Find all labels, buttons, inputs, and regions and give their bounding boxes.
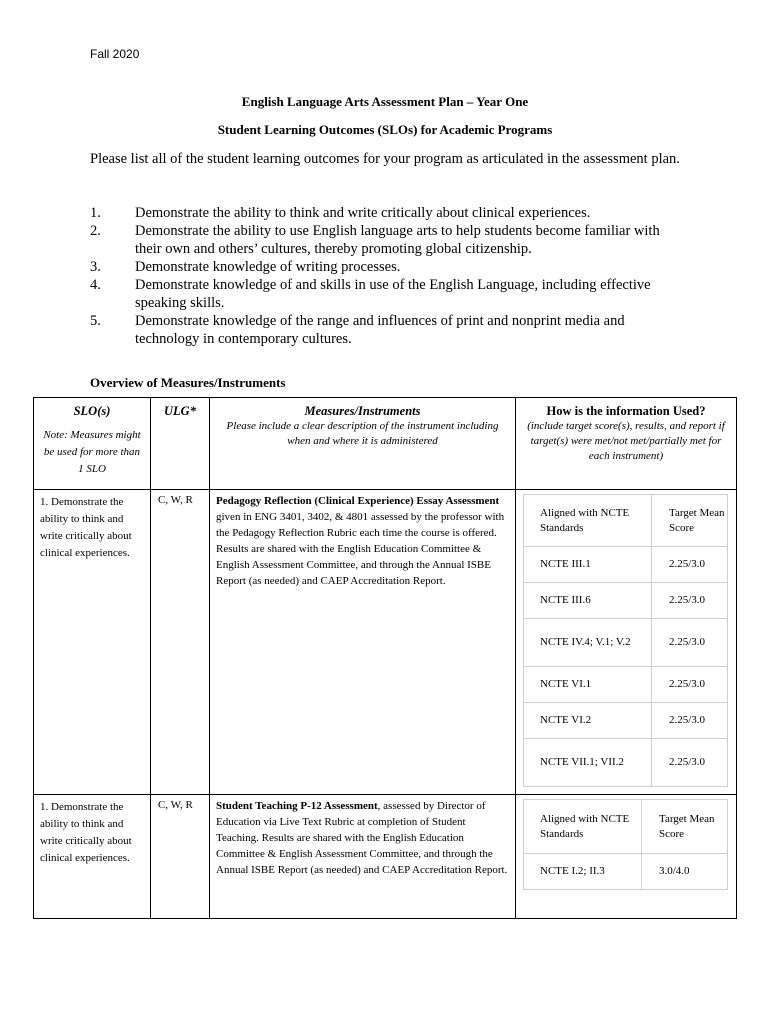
- score-cell: 2.25/3.0: [652, 583, 728, 619]
- score-cell: 2.25/3.0: [652, 619, 728, 667]
- results-row: [524, 703, 728, 739]
- table-header-row: [34, 398, 737, 490]
- score-cell: 2.25/3.0: [652, 667, 728, 703]
- outcome-number: 1.: [90, 205, 101, 221]
- how-header-note: (include target score(s), results, and report if target(s) were met/not met/partially met for each instrument): [527, 420, 725, 462]
- outcome-text: Demonstrate knowledge of the range and influences of print and nonprint media and technology in contemporary cultures.: [135, 313, 625, 347]
- how-header-cell: [516, 398, 737, 490]
- measures-header-cell: [210, 398, 516, 490]
- slo-header: SLO(s): [73, 404, 111, 418]
- results-header-row: [524, 495, 728, 547]
- document-subtitle: Student Learning Outcomes (SLOs) for Academic Programs: [217, 122, 553, 137]
- outcomes-list: [90, 204, 680, 348]
- measure-cell: [210, 490, 516, 795]
- score-cell: 2.25/3.0: [652, 739, 728, 787]
- results-row: [524, 547, 728, 583]
- outcome-item: [90, 222, 680, 258]
- how-cell: [516, 795, 737, 919]
- results-row: [524, 739, 728, 787]
- outcome-number: 3.: [90, 259, 101, 275]
- table-row: [34, 490, 737, 795]
- outcome-item: [90, 258, 680, 276]
- results-table: [523, 494, 728, 787]
- results-row: [524, 854, 728, 890]
- how-header: How is the information Used?: [546, 404, 706, 418]
- slo-header-cell: [34, 398, 151, 490]
- ulg-cell: C, W, R: [151, 795, 210, 919]
- outcome-text: Demonstrate knowledge of and skills in use of the English Language, including effective speaking skills.: [135, 277, 651, 311]
- document-term: Fall 2020: [90, 47, 140, 61]
- ulg-cell: C, W, R: [151, 490, 210, 795]
- table-row: [34, 795, 737, 919]
- measure-cell: [210, 795, 516, 919]
- outcome-text: Demonstrate knowledge of writing processes.: [135, 259, 401, 275]
- standard-cell: NCTE VI.1: [524, 667, 652, 703]
- overview-heading: Overview of Measures/Instruments: [90, 375, 286, 390]
- standard-cell: NCTE III.6: [524, 583, 652, 619]
- score-cell: 2.25/3.0: [652, 547, 728, 583]
- measures-header: Measures/Instruments: [304, 404, 421, 418]
- results-row: [524, 667, 728, 703]
- results-table: [523, 799, 728, 890]
- standard-cell: NCTE III.1: [524, 547, 652, 583]
- ulg-header-cell: [151, 398, 210, 490]
- standard-cell: NCTE VII.1; VII.2: [524, 739, 652, 787]
- measure-title: Student Teaching P-12 Assessment: [216, 800, 378, 812]
- slo-cell: 1. Demonstrate the ability to think and write critically about clinical experiences.: [34, 490, 151, 795]
- measures-header-note: Please include a clear description of the instrument including when and where it is administered: [226, 420, 499, 447]
- score-cell: 2.25/3.0: [652, 703, 728, 739]
- standard-cell: NCTE I.2; II.3: [524, 854, 642, 890]
- ulg-header: ULG*: [164, 404, 196, 418]
- intro-paragraph: Please list all of the student learning outcomes for your program as articulated in the assessment plan.: [90, 151, 680, 167]
- results-header-row: [524, 800, 728, 854]
- slo-header-note: Note: Measures might be used for more than 1 SLO: [43, 429, 141, 475]
- slo-cell: 1. Demonstrate the ability to think and write critically about clinical experiences.: [34, 795, 151, 919]
- standard-cell: NCTE VI.2: [524, 703, 652, 739]
- target-header: Target Mean Score: [642, 800, 728, 854]
- outcome-item: [90, 312, 680, 348]
- measure-description: , assessed by Director of Education via Live Text Rubric at completion of Student Teaching. Results are shared with the English Education Committee & English Assessment Committee, and through the Annual ISBE Report (as needed) and CAEP Accreditation Report.: [216, 800, 508, 876]
- outcome-number: 4.: [90, 277, 101, 293]
- outcome-item: [90, 204, 680, 222]
- target-header: Target Mean Score: [652, 495, 728, 547]
- aligned-header: Aligned with NCTE Standards: [524, 800, 642, 854]
- measure-title: Pedagogy Reflection (Clinical Experience) Essay Assessment: [216, 495, 500, 507]
- aligned-header: Aligned with NCTE Standards: [524, 495, 652, 547]
- outcome-number: 2.: [90, 223, 101, 239]
- score-cell: 3.0/4.0: [642, 854, 728, 890]
- measure-description: given in ENG 3401, 3402, & 4801 assessed by the professor with the Pedagogy Reflection Rubric each time the course is offered. Results are shared with the English Education Committee & English Assessment Committee, and through the Annual ISBE Report (as needed) and CAEP Accreditation Report.: [216, 511, 505, 587]
- how-cell: [516, 490, 737, 795]
- outcome-text: Demonstrate the ability to think and write critically about clinical experiences.: [135, 205, 591, 221]
- outcome-item: [90, 276, 680, 312]
- measures-table: [33, 397, 737, 919]
- results-row: [524, 619, 728, 667]
- outcome-number: 5.: [90, 313, 101, 329]
- outcome-text: Demonstrate the ability to use English language arts to help students become familiar with their own and others’ cultures, thereby promoting global citizenship.: [135, 223, 660, 257]
- document-title: English Language Arts Assessment Plan – Year One: [241, 94, 529, 109]
- standard-cell: NCTE IV.4; V.1; V.2: [524, 619, 652, 667]
- results-row: [524, 583, 728, 619]
